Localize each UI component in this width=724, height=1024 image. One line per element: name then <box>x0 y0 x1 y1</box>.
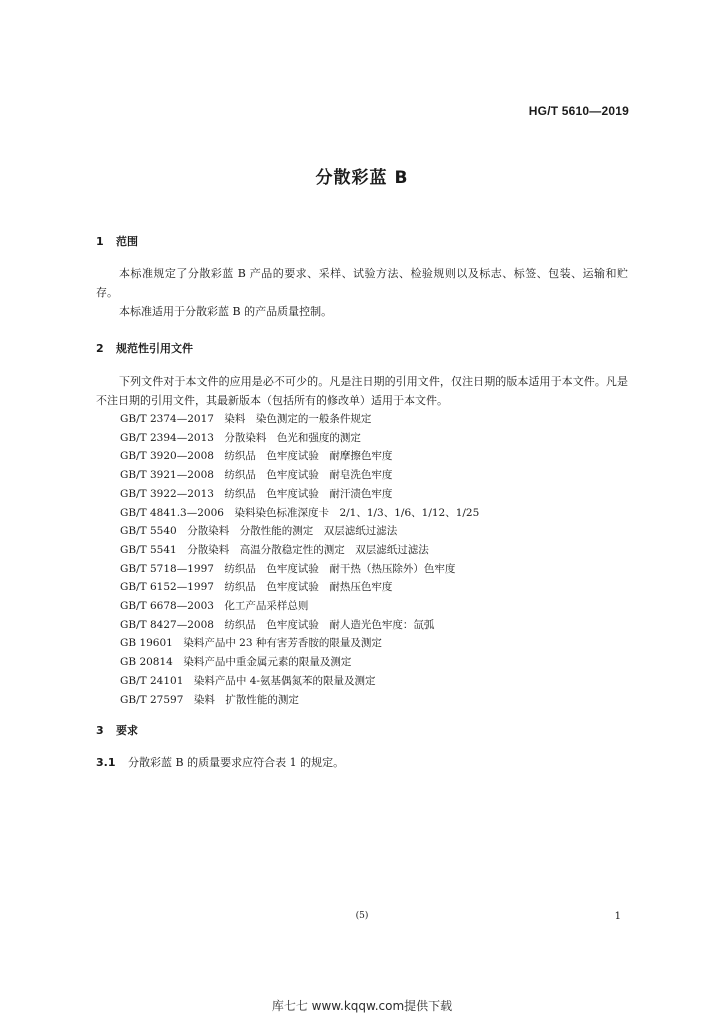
section-title: 范围 <box>116 235 138 248</box>
reference-item: GB/T 3921—2008 纺织品 色牢度试验 耐皂洗色牢度 <box>120 469 393 482</box>
section-number: 1 <box>96 235 104 248</box>
reference-item: GB/T 5541 分散染料 高温分散稳定性的测定 双层滤纸过滤法 <box>120 543 429 556</box>
section-heading-requirements <box>96 722 138 738</box>
standard-code: HG/T 5610—2019 <box>528 104 629 118</box>
section-title: 要求 <box>116 724 138 737</box>
section-heading-scope <box>96 233 138 249</box>
reference-item: GB/T 5540 分散染料 分散性能的测定 双层滤纸过滤法 <box>120 525 398 538</box>
section-number: 3 <box>96 724 104 737</box>
references-intro: 下列文件对于本文件的应用是必不可少的。凡是注日期的引用文件，仅注日期的版本适用于本文件。凡是不注日期的引用文件，其最新版本（包括所有的修改单）适用于本文件。 <box>96 375 628 407</box>
reference-item: GB/T 8427—2008 纺织品 色牢度试验 耐人造光色牢度：氙弧 <box>120 618 435 631</box>
scope-paragraph-1: 本标准规定了分散彩蓝 B 产品的要求、采样、试验方法、检验规则以及标志、标签、包装、运输和贮存。 <box>96 267 628 299</box>
scope-paragraph-2: 本标准适用于分散彩蓝 B 的产品质量控制。 <box>119 305 333 318</box>
reference-item: GB/T 6152—1997 纺织品 色牢度试验 耐热压色牢度 <box>120 581 393 594</box>
footer-sheet-marker: (5) <box>355 911 369 921</box>
document-title: 分散彩蓝 B <box>315 168 409 188</box>
reference-item: GB/T 6678—2003 化工产品采样总则 <box>120 600 309 613</box>
clause-text: 分散彩蓝 B 的质量要求应符合表 1 的规定。 <box>128 756 345 769</box>
reference-item: GB/T 4841.3—2006 染料染色标准深度卡 2/1、1/3、1/6、1/12、1/25 <box>120 506 480 519</box>
reference-item: GB 19601 染料产品中 23 种有害芳香胺的限量及测定 <box>120 637 382 650</box>
reference-item: GB/T 3922—2013 纺织品 色牢度试验 耐汗渍色牢度 <box>120 487 393 500</box>
section-title: 规范性引用文件 <box>116 342 193 355</box>
clause-3-1 <box>96 754 344 770</box>
clause-number: 3.1 <box>96 756 116 769</box>
page-number: 1 <box>614 911 621 922</box>
section-heading-normative-references <box>96 340 193 356</box>
reference-list <box>120 410 479 709</box>
section-number: 2 <box>96 342 104 355</box>
reference-item: GB/T 5718—1997 纺织品 色牢度试验 耐干热（热压除外）色牢度 <box>120 562 456 575</box>
reference-item: GB/T 2394—2013 分散染料 色光和强度的测定 <box>120 431 361 444</box>
reference-item: GB/T 27597 染料 扩散性能的测定 <box>120 693 299 706</box>
download-watermark: 库七七 www.kqqw.com提供下载 <box>271 999 453 1013</box>
reference-item: GB/T 2374—2017 染料 染色测定的一般条件规定 <box>120 413 372 425</box>
reference-item: GB/T 3920—2008 纺织品 色牢度试验 耐摩擦色牢度 <box>120 450 393 463</box>
reference-item: GB/T 24101 染料产品中 4-氨基偶氮苯的限量及测定 <box>120 674 376 687</box>
reference-item: GB 20814 染料产品中重金属元素的限量及测定 <box>120 656 352 669</box>
